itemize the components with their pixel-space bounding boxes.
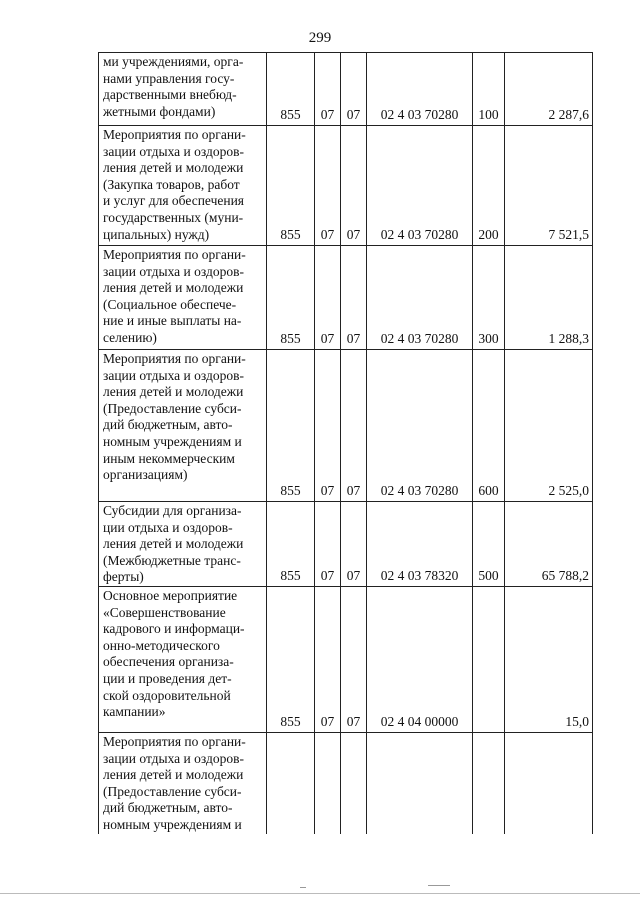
- expense-type-code: 600: [473, 350, 505, 502]
- scan-edge-line: [0, 893, 640, 894]
- scan-speck: [300, 887, 306, 888]
- table-row: [99, 246, 593, 350]
- target-article-code: 02 4 03 70280: [367, 246, 473, 350]
- row-description: Мероприятия по органи- зации отдыха и оздоров- ления детей и молодежи (Предоставление субси- дий бюджетным, авто- номным учреждениям и иным некоммерческим организациям): [99, 350, 267, 502]
- subsection-code: 07: [341, 53, 367, 126]
- table-row: [99, 350, 593, 502]
- expense-type-code: 100: [473, 53, 505, 126]
- amount-value: 2 287,6: [505, 53, 593, 126]
- target-article-code: 02 4 03 78320: [367, 502, 473, 587]
- table-row: [99, 732, 593, 833]
- section-code: 07: [315, 502, 341, 587]
- row-description: ми учреждениями, орга- нами управления госу- дарственными внебюд- жетными фондами): [99, 53, 267, 126]
- target-article-code: 02 4 03 70280: [367, 350, 473, 502]
- subsection-code: 07: [341, 586, 367, 732]
- amount-value: [505, 732, 593, 833]
- expense-type-code: [473, 586, 505, 732]
- table-row: [99, 502, 593, 587]
- expense-type-code: [473, 732, 505, 833]
- admin-code: [267, 732, 315, 833]
- row-description: Мероприятия по органи- зации отдыха и оздоров- ления детей и молодежи (Предоставление субси- дий бюджетным, авто- номным учреждениям и: [99, 732, 267, 833]
- row-description: Мероприятия по органи- зации отдыха и оздоров- ления детей и молодежи (Социальное обеспече- ние и иные выплаты на- селению): [99, 246, 267, 350]
- admin-code: 855: [267, 126, 315, 246]
- subsection-code: 07: [341, 246, 367, 350]
- amount-value: 65 788,2: [505, 502, 593, 587]
- subsection-code: 07: [341, 126, 367, 246]
- amount-value: 15,0: [505, 586, 593, 732]
- subsection-code: [341, 732, 367, 833]
- budget-table: [98, 52, 593, 834]
- amount-value: 7 521,5: [505, 126, 593, 246]
- page-number: 299: [308, 30, 332, 46]
- section-code: [315, 732, 341, 833]
- target-article-code: 02 4 04 00000: [367, 586, 473, 732]
- admin-code: 855: [267, 586, 315, 732]
- admin-code: 855: [267, 502, 315, 587]
- section-code: 07: [315, 126, 341, 246]
- row-description: Мероприятия по органи- зации отдыха и оздоров- ления детей и молодежи (Закупка товаров, работ и услуг для обеспечения государственных (муни- ципальных) нужд): [99, 126, 267, 246]
- section-code: 07: [315, 350, 341, 502]
- target-article-code: 02 4 03 70280: [367, 53, 473, 126]
- section-code: 07: [315, 53, 341, 126]
- section-code: 07: [315, 246, 341, 350]
- admin-code: 855: [267, 53, 315, 126]
- expense-type-code: 200: [473, 126, 505, 246]
- scan-speck: [428, 885, 450, 886]
- amount-value: 2 525,0: [505, 350, 593, 502]
- table-row: [99, 586, 593, 732]
- amount-value: 1 288,3: [505, 246, 593, 350]
- target-article-code: 02 4 03 70280: [367, 126, 473, 246]
- section-code: 07: [315, 586, 341, 732]
- expense-type-code: 500: [473, 502, 505, 587]
- subsection-code: 07: [341, 502, 367, 587]
- subsection-code: 07: [341, 350, 367, 502]
- admin-code: 855: [267, 246, 315, 350]
- expense-type-code: 300: [473, 246, 505, 350]
- table-row: [99, 126, 593, 246]
- target-article-code: [367, 732, 473, 833]
- row-description: Основное мероприятие «Совершенствование кадрового и информаци- онно-методического обеспечения организа- ции и проведения дет- ской оздоровительной кампании»: [99, 586, 267, 732]
- table-row: [99, 53, 593, 126]
- row-description: Субсидии для организа- ции отдыха и оздоров- ления детей и молодежи (Межбюджетные транс- ферты): [99, 502, 267, 587]
- admin-code: 855: [267, 350, 315, 502]
